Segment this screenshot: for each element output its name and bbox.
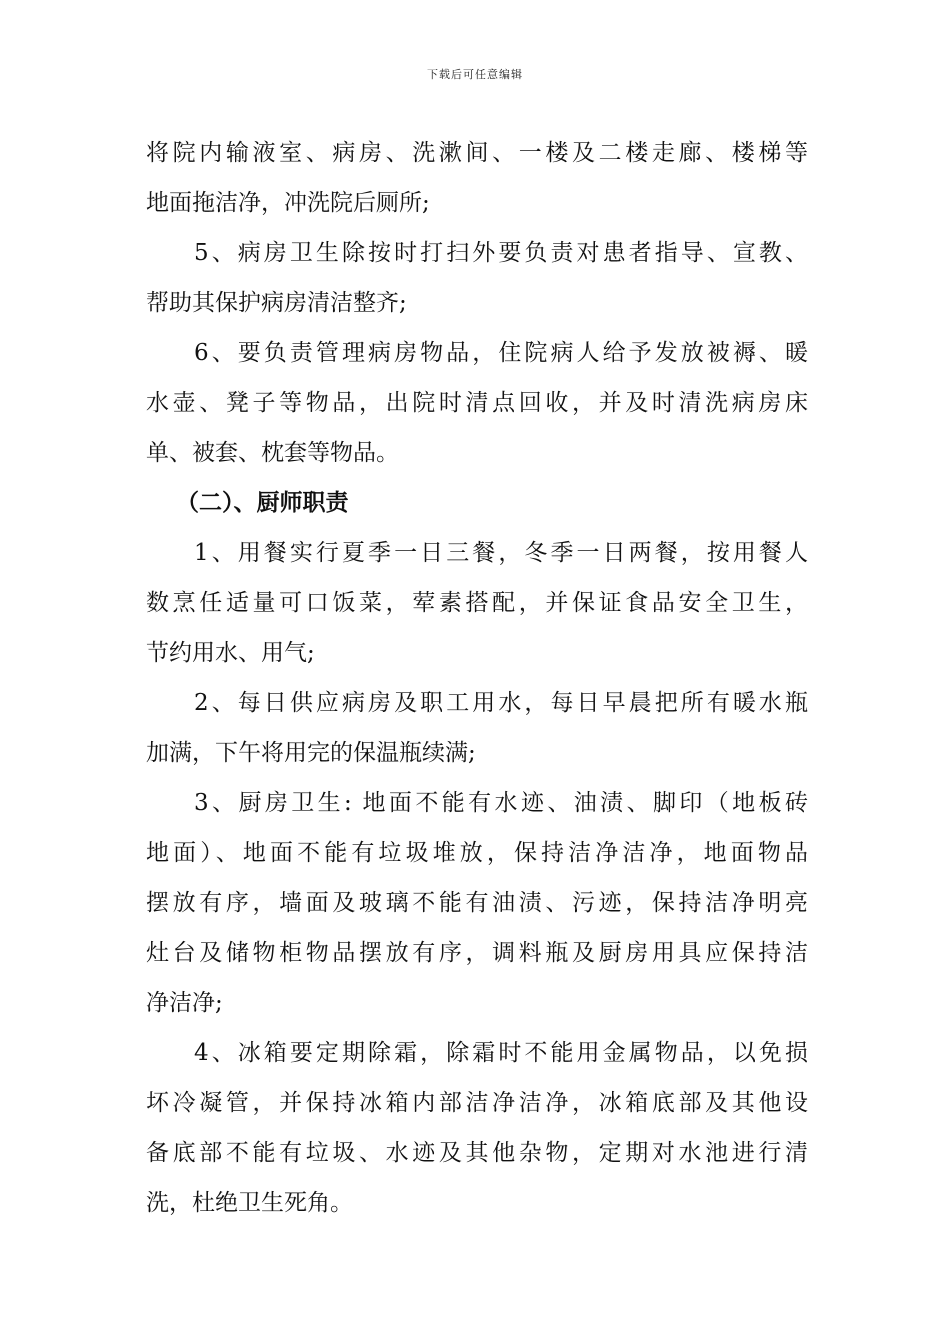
text-line: 洗，杜绝卫生死角。 — [146, 1190, 353, 1216]
paragraph-continued — [146, 128, 808, 228]
text-line: 2、每日供应病房及职工用水，每日早晨把所有暖水瓶 — [194, 690, 808, 716]
text-line: 1、用餐实行夏季一日三餐，冬季一日两餐，按用餐人 — [194, 540, 808, 566]
document-body — [146, 128, 808, 1228]
text-line: 节约用水、用气; — [146, 640, 315, 666]
text-line: 灶台及储物柜物品摆放有序，调料瓶及厨房用具应保持洁 — [146, 940, 808, 966]
text-line: 4、冰箱要定期除霜，除霜时不能用金属物品，以免损 — [194, 1040, 808, 1066]
text-line: 水壶、凳子等物品，出院时清点回收，并及时清洗病房床 — [146, 390, 808, 416]
text-line: 摆放有序，墙面及玻璃不能有油渍、污迹，保持洁净明亮 — [146, 890, 808, 916]
paragraph-item-5 — [146, 228, 808, 328]
text-line: 3、厨房卫生: 地面不能有水迹、油渍、脚印（地板砖 — [194, 790, 808, 816]
paragraph-chef-2 — [146, 678, 808, 778]
text-line: 单、被套、枕套等物品。 — [146, 440, 399, 466]
text-line: 帮助其保护病房清洁整齐; — [146, 290, 407, 316]
paragraph-chef-4 — [146, 1028, 808, 1228]
text-line: 地面拖洁净，冲洗院后厕所; — [146, 190, 430, 216]
page-header-note: 下载后可任意编辑 — [427, 68, 523, 81]
text-line: 5、病房卫生除按时打扫外要负责对患者指导、宣教、 — [194, 240, 808, 266]
section-heading: （二）、厨师职责 — [176, 490, 349, 516]
text-line: 备底部不能有垃圾、水迹及其他杂物，定期对水池进行清 — [146, 1140, 808, 1166]
text-line: 6、要负责管理病房物品，住院病人给予发放被褥、暖 — [194, 340, 808, 366]
text-line: 数烹任适量可口饭菜，荤素搭配，并保证食品安全卫生， — [146, 590, 808, 616]
text-line: 净洁净; — [146, 990, 223, 1016]
text-line: 坏冷凝管，并保持冰箱内部洁净洁净，冰箱底部及其他设 — [146, 1090, 808, 1116]
paragraph-item-6 — [146, 328, 808, 478]
text-line: 加满，下午将用完的保温瓶续满; — [146, 740, 476, 766]
paragraph-chef-1 — [146, 528, 808, 678]
text-line: 将院内输液室、病房、洗漱间、一楼及二楼走廊、楼梯等 — [146, 140, 808, 166]
text-line: 地面）、地面不能有垃圾堆放，保持洁净洁净，地面物品 — [146, 840, 808, 866]
paragraph-chef-3 — [146, 778, 808, 1028]
